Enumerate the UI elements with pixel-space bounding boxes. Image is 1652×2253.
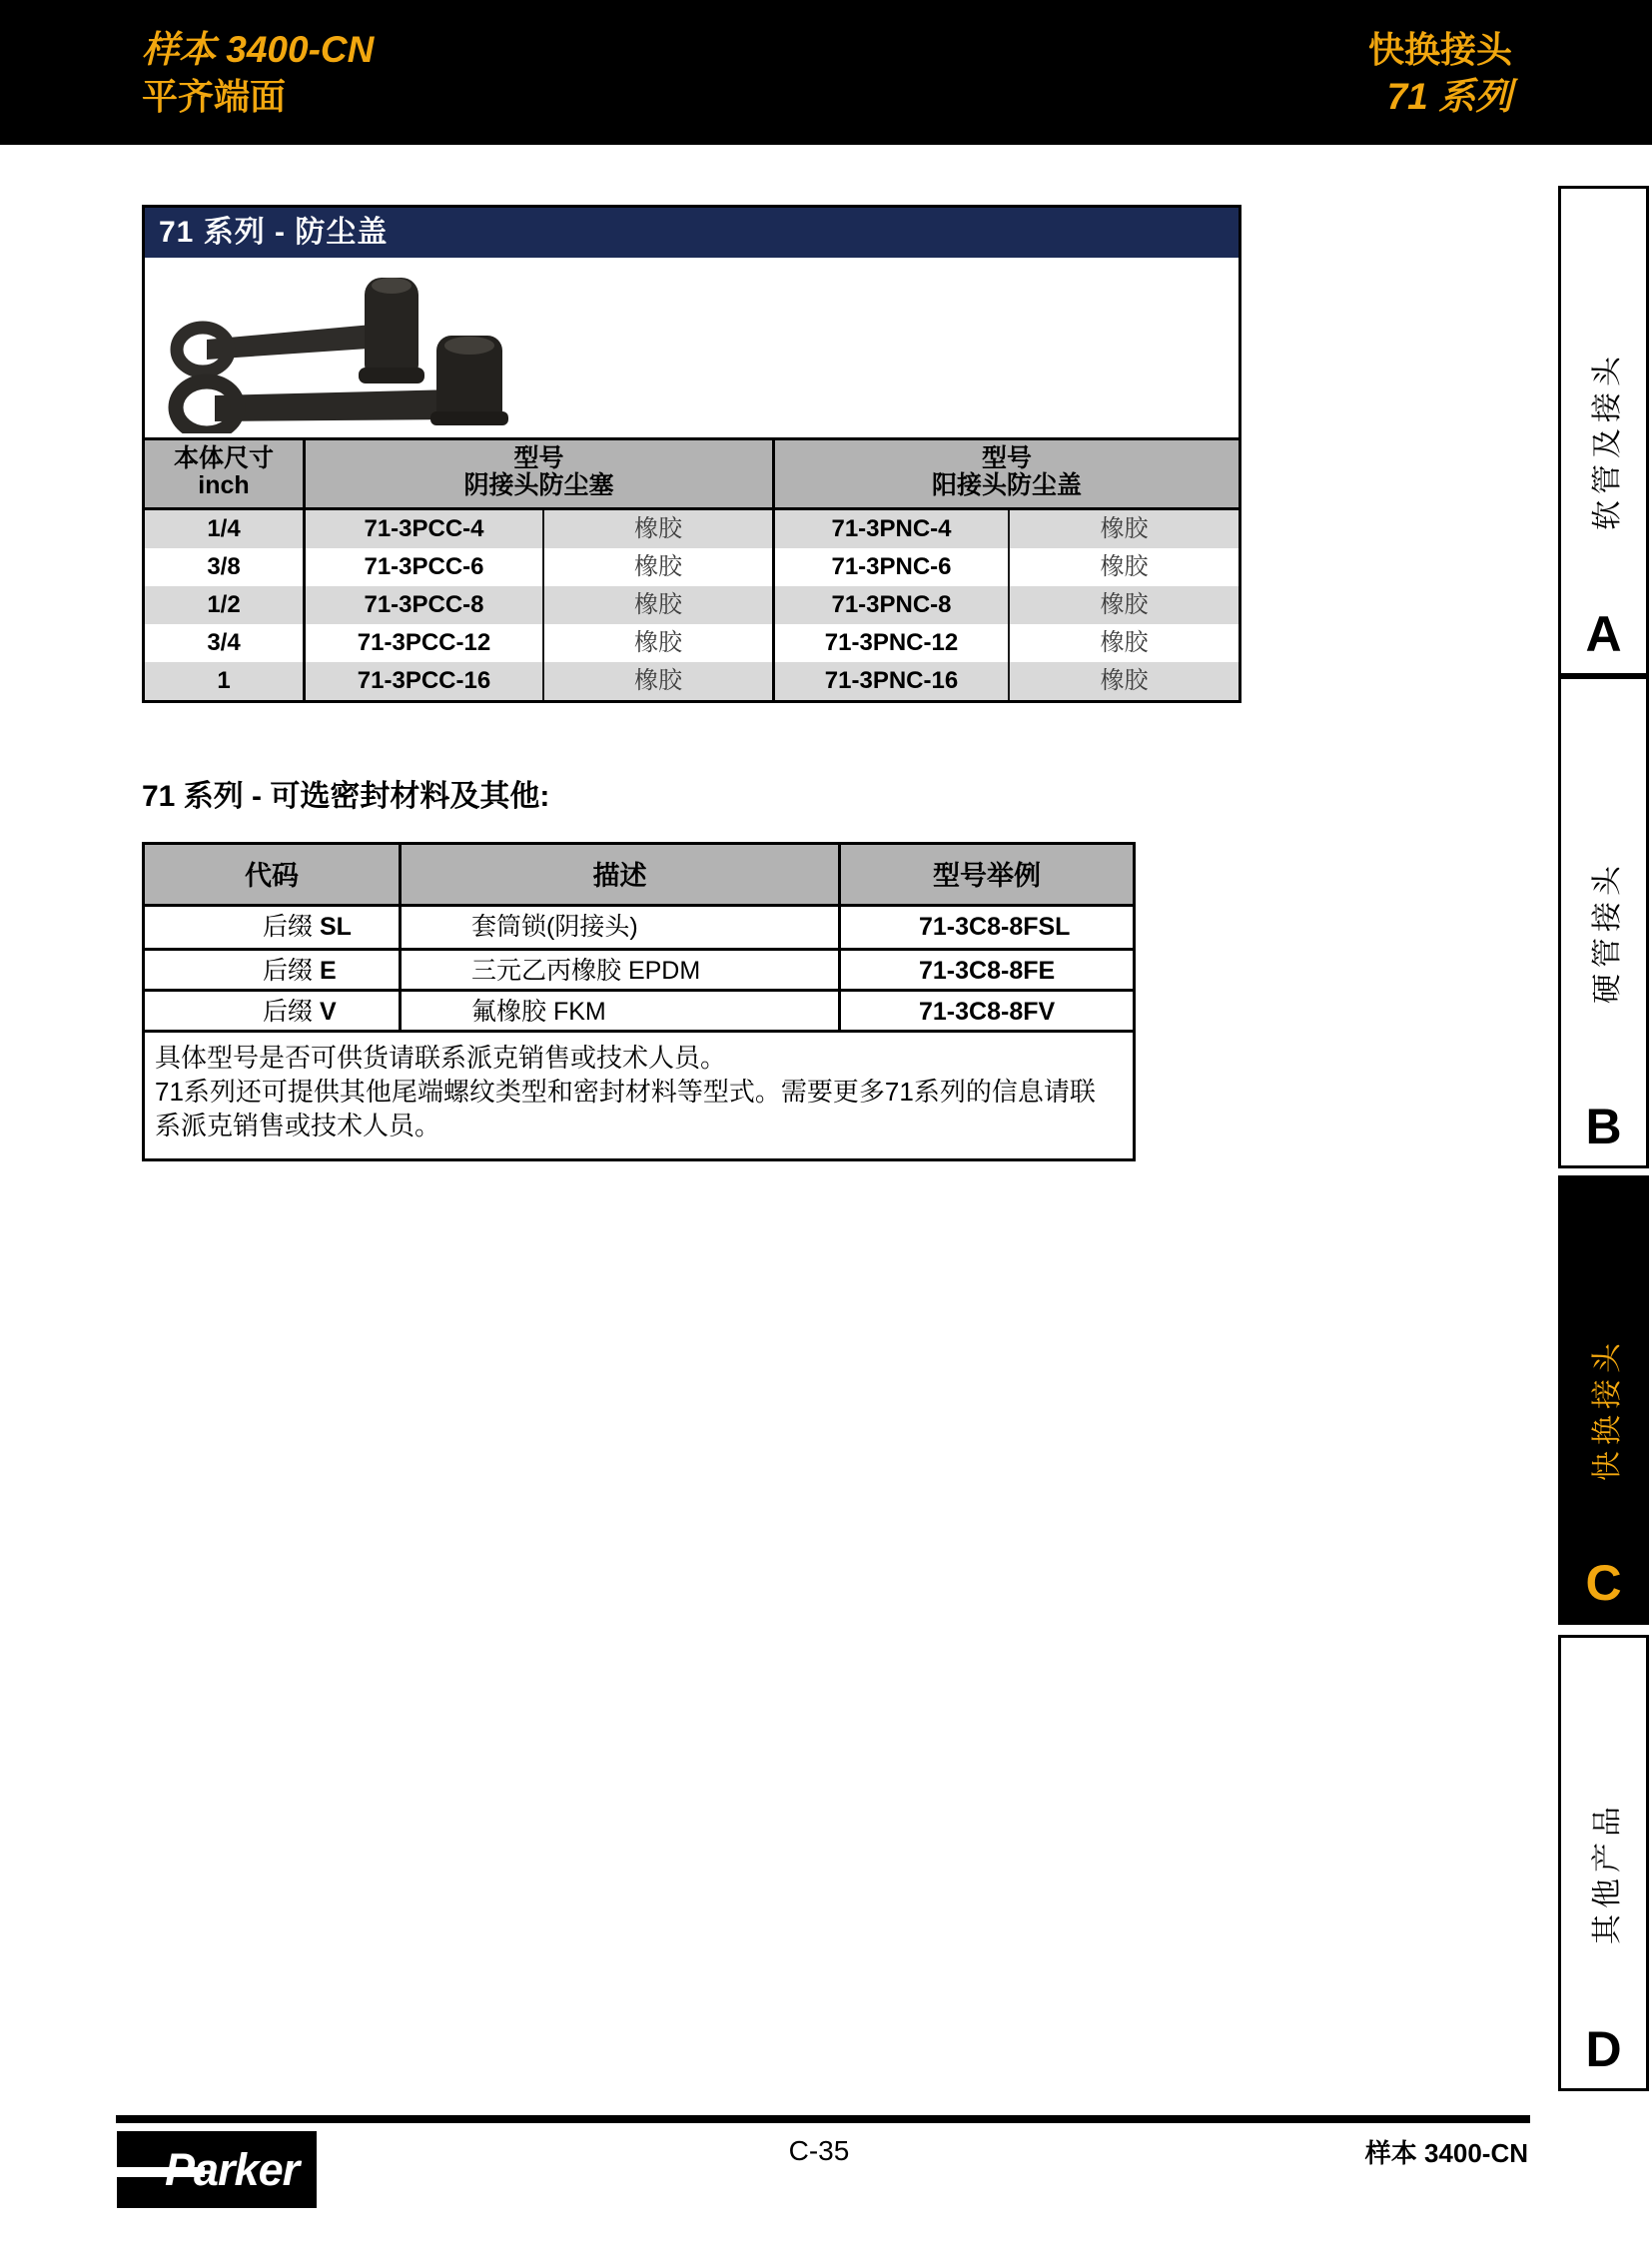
- code-value: SL: [319, 913, 352, 941]
- product-photo-dust-caps: [155, 262, 604, 433]
- section-title-seal-options: 71 系列 - 可选密封材料及其他:: [142, 780, 550, 813]
- table-row: [145, 586, 1239, 624]
- sidebar-tab-letter: C: [1585, 1555, 1622, 1611]
- sidebar-tab-label: 软管及接头: [1590, 351, 1624, 531]
- size-cell: 1/2: [207, 591, 241, 618]
- sidebar-tab-tube-fittings: [1558, 676, 1649, 1168]
- column-header-male-cap: [772, 440, 1239, 507]
- sidebar-tab-hose-fittings: [1558, 186, 1649, 676]
- code-cell: [145, 907, 399, 948]
- sidebar-tab-other-products: [1558, 1635, 1649, 2091]
- code-value: E: [319, 957, 337, 985]
- sidebar-tab-letter: A: [1585, 606, 1622, 662]
- column-header-size: [145, 440, 303, 507]
- sidebar-tab-label: 硬管接头: [1590, 860, 1624, 1005]
- cap-back-flange: [359, 368, 424, 383]
- code-cell: [145, 951, 399, 991]
- example-cell: 71-3C8-8FE: [838, 951, 1133, 991]
- page-subtitle: 平齐端面: [142, 76, 287, 117]
- male-model-cell: 71-3PNC-12: [772, 624, 1008, 662]
- size-cell: 3/8: [207, 553, 241, 580]
- female-model-cell: 71-3PCC-16: [303, 662, 542, 700]
- example-cell: 71-3C8-8FV: [838, 992, 1133, 1032]
- table-row: [145, 624, 1239, 662]
- female-model-cell: 71-3PCC-6: [303, 548, 542, 586]
- female-header-desc: 阴接头防尘塞: [463, 471, 614, 499]
- female-material-cell: 橡胶: [542, 586, 772, 624]
- code-prefix: 后缀: [263, 913, 320, 941]
- code-cell: [145, 992, 399, 1032]
- code-value: V: [319, 998, 337, 1026]
- section-title-dust-caps: 71 系列 - 防尘盖: [145, 208, 1239, 258]
- product-photo-container: [145, 258, 1239, 437]
- female-material-cell: 橡胶: [542, 548, 772, 586]
- female-model-cell: 71-3PCC-12: [303, 624, 542, 662]
- product-category: 快换接头: [1367, 29, 1512, 70]
- example-cell: 71-3C8-8FSL: [838, 907, 1133, 948]
- table-row: [145, 662, 1239, 700]
- code-prefix: 后缀: [263, 957, 320, 985]
- male-material-cell: 橡胶: [1008, 662, 1239, 700]
- cap-front-flange: [430, 411, 508, 425]
- dust-cap-table: [142, 205, 1241, 703]
- column-header-code: 代码: [245, 861, 299, 891]
- seal-options-table: [142, 842, 1136, 1161]
- table-row: [145, 948, 1133, 989]
- page-number: C-35: [788, 2135, 850, 2166]
- series-name: 71 系列: [1386, 76, 1512, 117]
- female-model-cell: 71-3PCC-4: [303, 510, 542, 548]
- code-prefix: 后缀: [263, 998, 320, 1026]
- size-header-cn: 本体尺寸: [173, 444, 274, 472]
- male-model-cell: 71-3PNC-6: [772, 548, 1008, 586]
- header-left: [142, 26, 374, 120]
- female-material-cell: 橡胶: [542, 624, 772, 662]
- male-header-model: 型号: [981, 444, 1032, 472]
- size-cell: 1: [217, 667, 231, 694]
- table-header-row: [145, 845, 1133, 907]
- sidebar-tab-quick-couplings-active: [1558, 1175, 1649, 1625]
- sidebar-tab-letter: D: [1585, 2021, 1622, 2077]
- male-model-cell: 71-3PNC-8: [772, 586, 1008, 624]
- male-model-cell: 71-3PNC-4: [772, 510, 1008, 548]
- size-header-unit: inch: [198, 471, 250, 499]
- description-cell: 三元乙丙橡胶 EPDM: [399, 951, 838, 991]
- table-row: [145, 907, 1133, 948]
- header-right: [1368, 26, 1512, 120]
- table-header-row: [145, 440, 1239, 510]
- female-model-cell: 71-3PCC-8: [303, 586, 542, 624]
- male-material-cell: 橡胶: [1008, 548, 1239, 586]
- footer-rule: [116, 2115, 1530, 2123]
- table-footnote: [145, 1030, 1133, 1158]
- cap-back-highlight: [372, 278, 412, 294]
- parker-logo: [117, 2131, 317, 2208]
- size-cell: 3/4: [207, 629, 241, 656]
- sidebar-tab-label: 其他产品: [1590, 1800, 1624, 1944]
- female-material-cell: 橡胶: [542, 662, 772, 700]
- page-header-bar: [0, 0, 1652, 145]
- table-row: [145, 510, 1239, 548]
- strap-front: [215, 389, 456, 421]
- male-material-cell: 橡胶: [1008, 624, 1239, 662]
- parker-logo-text: Parker: [165, 2144, 300, 2195]
- sidebar-tab-letter: B: [1585, 1099, 1622, 1154]
- male-material-cell: 橡胶: [1008, 510, 1239, 548]
- sidebar-tab-label: 快换接头: [1590, 1336, 1624, 1481]
- column-header-female-plug: [303, 440, 772, 507]
- footnote-line: 71系列还可提供其他尾端螺纹类型和密封材料等型式。需要更多71系列的信息请联系派克销售或技术人员。: [155, 1077, 1096, 1140]
- footer-catalog-number: 样本 3400-CN: [1364, 2138, 1528, 2168]
- column-header-description: 描述: [399, 845, 838, 907]
- footnote-line: 具体型号是否可供货请联系派克销售或技术人员。: [155, 1043, 727, 1073]
- female-material-cell: 橡胶: [542, 510, 772, 548]
- male-material-cell: 橡胶: [1008, 586, 1239, 624]
- table-row: [145, 989, 1133, 1030]
- table-row: [145, 548, 1239, 586]
- male-header-desc: 阳接头防尘盖: [931, 471, 1082, 499]
- catalog-number: 样本 3400-CN: [142, 29, 375, 70]
- description-cell: 氟橡胶 FKM: [399, 992, 838, 1032]
- description-cell: 套筒锁(阴接头): [399, 907, 838, 948]
- dust-cap-spec-grid: [145, 437, 1239, 700]
- column-header-example: 型号举例: [838, 845, 1133, 907]
- size-cell: 1/4: [207, 515, 241, 542]
- female-header-model: 型号: [513, 444, 564, 472]
- male-model-cell: 71-3PNC-16: [772, 662, 1008, 700]
- cap-front-highlight: [444, 337, 494, 355]
